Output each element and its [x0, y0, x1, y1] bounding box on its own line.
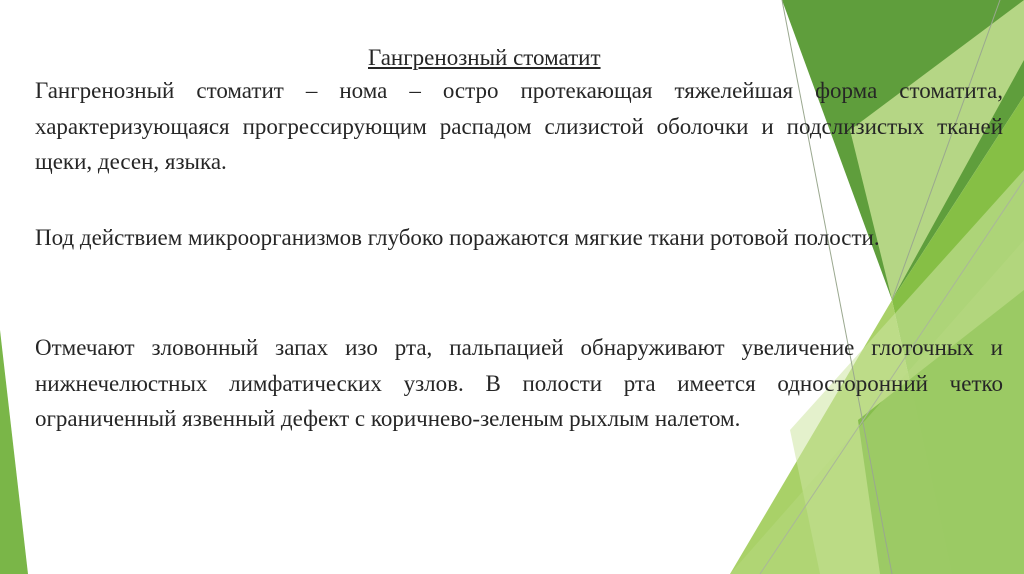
paragraph-definition: Гангренозный стоматит – нома – остро протекающая тяжелейшая форма стоматита, характеризующаяся прогрессирующим распадом слизистой оболочки и подслизистых тканей щеки, десен, языка.	[35, 78, 1003, 174]
paragraph-symptoms: Отмечают зловонный запах изо рта, пальпацией обнаруживают увеличение глоточных и нижнечелюстных лимфатических узлов. В полости рта имеется односторонний четко ограниченный язвенный дефект с коричнево-зеленым рыхлым налетом.	[35, 335, 1003, 431]
slide-title: Гангренозный стоматит	[368, 45, 601, 70]
paragraph-tissue-damage: Под действием микроорганизмов глубоко поражаются мягкие ткани ротовой полости.	[35, 225, 880, 250]
